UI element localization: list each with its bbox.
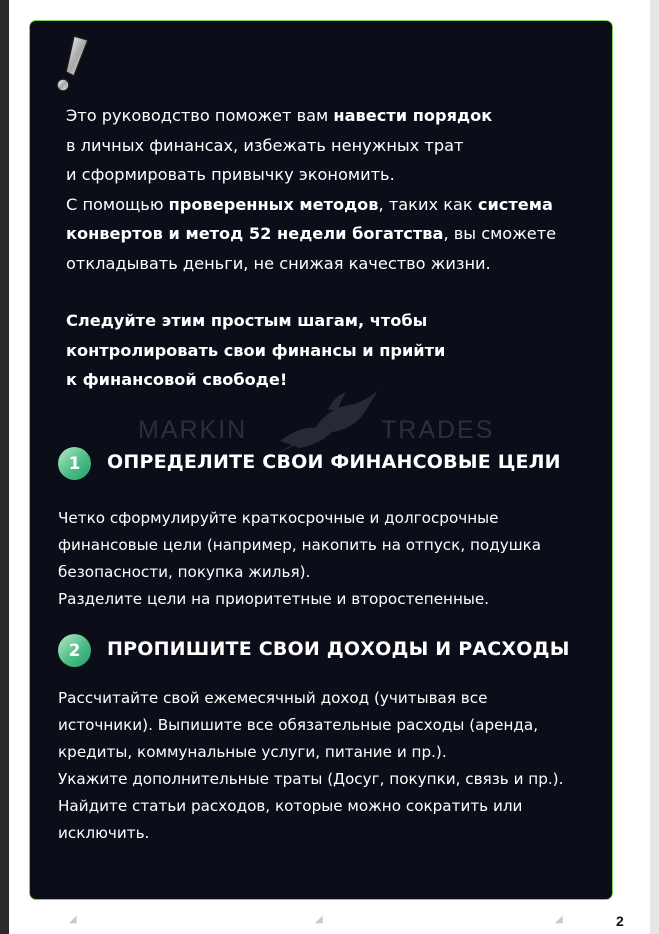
viewer-right-edge bbox=[650, 0, 659, 934]
intro-text: С помощью bbox=[66, 194, 169, 214]
intro-text: , вы сможете bbox=[443, 224, 557, 243]
body-line: безопасности, покупка жилья). bbox=[58, 563, 311, 581]
decorative-mark: ◢ bbox=[555, 914, 563, 925]
intro-bold: навести порядок bbox=[333, 106, 493, 125]
section-body-1 bbox=[58, 505, 603, 613]
intro-bold: проверенных методов bbox=[168, 194, 379, 214]
watermark-text-left: MARKIN bbox=[138, 416, 248, 444]
body-line: источники). Выпишите все обязательные расходы (аренда, bbox=[58, 716, 539, 734]
step-number-badge: 2 bbox=[58, 634, 91, 667]
cta-line: Следуйте этим простым шагам, чтобы bbox=[66, 311, 428, 330]
cta-line: к финансовой свободе! bbox=[66, 370, 288, 389]
body-line: Укажите дополнительные траты (Досуг, покупки, связь и пр.). bbox=[58, 770, 564, 788]
body-line: Найдите статьи расходов, которые можно сократить или bbox=[58, 797, 523, 815]
body-line: финансовые цели (например, накопить на отпуск, подушка bbox=[58, 536, 542, 554]
intro-bold: система bbox=[477, 194, 553, 214]
step-number-badge: 1 bbox=[58, 447, 91, 480]
content-card bbox=[29, 20, 613, 900]
decorative-mark: ◢ bbox=[315, 914, 323, 925]
bull-icon bbox=[270, 386, 380, 456]
watermark-text-right: TRADES bbox=[381, 416, 495, 444]
intro-text: , таких как bbox=[378, 194, 478, 214]
section-heading-2 bbox=[58, 634, 598, 670]
section-title: ПРОПИШИТЕ СВОИ ДОХОДЫ И РАСХОДЫ bbox=[107, 638, 570, 660]
page-number: 2 bbox=[616, 913, 624, 929]
body-line: Четко сформулируйте краткосрочные и долгосрочные bbox=[58, 509, 499, 527]
cta-line: контролировать свои финансы и прийти bbox=[66, 340, 446, 360]
call-to-action bbox=[66, 306, 586, 395]
body-line: Рассчитайте свой ежемесячный доход (учитывая все bbox=[58, 689, 488, 707]
decorative-mark: ◢ bbox=[69, 914, 77, 925]
intro-paragraph bbox=[66, 101, 596, 278]
intro-text: Это руководство поможет вам bbox=[66, 106, 334, 125]
body-line: кредиты, коммунальные услуги, питание и пр.). bbox=[58, 743, 447, 761]
body-line: исключить. bbox=[58, 824, 150, 842]
exclamation-icon bbox=[50, 34, 92, 94]
viewer-left-edge bbox=[0, 0, 9, 934]
body-line: Разделите цели на приоритетные и второстепенные. bbox=[58, 590, 490, 608]
section-body-2 bbox=[58, 685, 603, 847]
intro-bold: конвертов и метод 52 недели богатства bbox=[66, 224, 444, 243]
intro-text: откладывать деньги, не снижая качество жизни. bbox=[66, 253, 491, 273]
intro-text: и сформировать привычку экономить. bbox=[66, 165, 395, 184]
section-heading-1 bbox=[58, 447, 598, 483]
section-title: ОПРЕДЕЛИТЕ СВОИ ФИНАНСОВЫЕ ЦЕЛИ bbox=[107, 451, 561, 473]
intro-text: в личных финансах, избежать ненужных трат bbox=[66, 135, 464, 155]
